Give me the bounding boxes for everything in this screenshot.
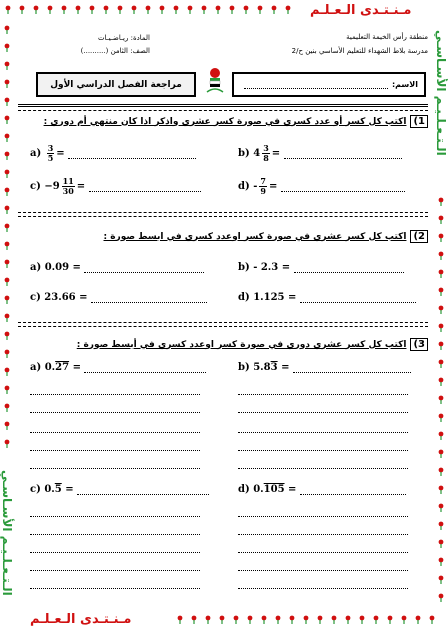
equals-sign: = [56,148,65,159]
flower-border-icon [272,6,277,14]
equals-sign: = [65,484,74,495]
q2-item-d [238,292,416,303]
numerator: 7 [260,176,266,186]
q3-item-a [30,362,206,373]
flower-border-icon [439,234,444,242]
question-text: اكتب كل كسر أو عدد كسري في صورة كسر عشري واذكر اذا كان منتهي أم دوري : [43,116,407,127]
flower-border-icon [290,616,295,624]
equals-sign: = [268,181,278,192]
flower-border-icon [304,616,309,624]
flower-border-icon [439,216,444,224]
q3-item-d [238,484,406,495]
flower-border-icon [104,6,109,14]
divider [18,216,428,217]
question-text: اكتب كل كسر عشري دوري في صورة كسر اوعدد كسري في أبسط صورة : [76,339,407,350]
working-line[interactable] [238,394,408,395]
divider [18,212,428,213]
q3-item-c [30,484,209,495]
flower-border-icon [258,6,263,14]
flower-border-icon [192,616,197,624]
flower-border-icon [402,616,407,624]
working-line[interactable] [30,450,200,451]
flower-border-icon [5,422,10,430]
working-line[interactable] [30,552,200,553]
student-name-field[interactable] [232,72,426,97]
flower-border-icon [160,6,165,14]
working-line[interactable] [238,534,408,535]
flower-border-icon [244,6,249,14]
answer-blank[interactable] [84,263,204,273]
answer-blank[interactable] [284,149,402,159]
flower-border-icon [5,80,10,88]
decimal-base: 0. [44,484,55,495]
q1-item-c [30,177,201,196]
bottom-banner: مـنـتـدى الـعـلـم [30,612,132,627]
working-line[interactable] [238,588,408,589]
item-text: d) 1.125 = [238,292,297,303]
section-value: (..........) [80,47,109,55]
flower-border-icon [5,404,10,412]
flower-border-icon [439,522,444,530]
repeating-digits: 105 [263,484,285,495]
q2-item-a [30,262,204,273]
equals-sign: = [288,484,297,495]
answer-blank[interactable] [300,293,416,303]
flower-border-icon [20,6,25,14]
repeating-digits: 3 [270,362,278,373]
flower-border-icon [439,414,444,422]
answer-blank[interactable] [89,182,201,192]
flower-border-icon [439,378,444,386]
worksheet-title: مراجعة الفصل الدراسي الأول [36,72,196,97]
flower-border-icon [90,6,95,14]
flower-border-icon [234,616,239,624]
working-line[interactable] [30,394,200,395]
flower-border-icon [146,6,151,14]
working-line[interactable] [30,412,200,413]
school-header [292,30,428,58]
question-3-heading [77,338,428,351]
item-label: d) [238,484,250,495]
flower-border-icon [262,616,267,624]
flower-border-icon [286,6,291,14]
flower-border-icon [220,616,225,624]
flower-border-icon [439,504,444,512]
repeating-digits: 5 [54,484,62,495]
side-banner-right: الـتـعـلـيـم الأسـاسـي [434,30,448,156]
working-line[interactable] [30,432,200,433]
whole-number: −9 [44,181,60,192]
flower-border-icon [178,616,183,624]
answer-blank[interactable] [293,363,411,373]
flower-border-icon [62,6,67,14]
flower-border-icon [346,616,351,624]
working-line[interactable] [30,516,200,517]
flower-border-icon [374,616,379,624]
flower-border-icon [5,296,10,304]
item-text: b) - 2.3 = [238,262,291,273]
equals-sign: = [271,148,281,159]
q3-item-b [238,362,411,373]
side-banner-left: الـتـعـلـيـم الأسـاسـي [0,470,14,596]
answer-blank[interactable] [77,485,209,495]
name-label: الاسم: [391,80,418,89]
q2-item-c [30,292,207,303]
item-label: b) [238,362,250,373]
name-blank[interactable] [244,81,388,89]
whole-number: 4 [253,148,261,159]
working-line[interactable] [30,588,200,589]
flower-border-icon [439,468,444,476]
question-1-heading [44,115,428,128]
denominator: 9 [260,186,266,196]
divider [18,104,428,107]
divider [18,326,428,327]
fraction [259,177,267,196]
item-text: a) 0.09 = [30,262,81,273]
flower-border-icon [5,278,10,286]
question-number: 2) [410,230,428,243]
flower-border-icon [318,616,323,624]
flower-border-icon [5,188,10,196]
flower-border-icon [174,6,179,14]
worksheet [18,22,428,612]
q1-item-d [238,177,405,196]
equals-sign: = [76,181,86,192]
divider [18,110,428,111]
flower-border-icon [439,252,444,260]
flower-border-icon [439,342,444,350]
answer-blank[interactable] [294,263,404,273]
flower-border-icon [439,270,444,278]
repeating-digits: 27 [55,362,70,373]
question-number: 1) [410,115,428,128]
subject-header [40,32,150,58]
flower-border-icon [388,616,393,624]
flower-border-icon [118,6,123,14]
flower-border-icon [276,616,281,624]
working-line[interactable] [238,432,408,433]
flower-border-icon [5,224,10,232]
flower-border-icon [5,116,10,124]
flower-border-icon [360,616,365,624]
flower-border-icon [439,450,444,458]
flower-border-icon [5,440,10,448]
grade-value: الثامن [110,47,128,55]
flower-border-icon [188,6,193,14]
flower-border-icon [5,386,10,394]
numerator: 3 [263,143,269,153]
flower-border-icon [5,170,10,178]
working-line[interactable] [238,468,408,469]
working-line[interactable] [238,450,408,451]
flower-border-icon [439,306,444,314]
fraction [262,144,270,163]
numerator: 3 [47,143,54,153]
flower-border-icon [248,616,253,624]
flower-border-icon [439,198,444,206]
flower-border-icon [230,6,235,14]
grade-label: الصف: [130,47,150,55]
decimal-base: 5.8 [253,362,271,373]
question-2-heading [104,230,428,243]
flower-border-icon [439,540,444,548]
flower-border-icon [332,616,337,624]
flower-border-icon [206,616,211,624]
flower-border-icon [5,332,10,340]
fraction [47,144,55,163]
decimal-base: 0. [44,362,56,373]
flower-border-icon [5,44,10,52]
item-label: c) [30,484,41,495]
flower-border-icon [439,288,444,296]
answer-blank[interactable] [91,293,207,303]
item-label: d) [238,181,250,192]
flower-border-icon [439,594,444,602]
item-label: c) [30,181,41,192]
flower-border-icon [439,396,444,404]
answer-blank[interactable] [84,363,206,373]
divider [18,322,428,323]
flower-border-icon [439,486,444,494]
flower-border-icon [416,616,421,624]
flower-border-icon [132,6,137,14]
answer-blank[interactable] [68,149,196,159]
flower-border-icon [439,360,444,368]
flower-border-icon [439,324,444,332]
numerator: 11 [62,176,74,186]
item-text: c) 23.66 = [30,292,88,303]
working-line[interactable] [238,516,408,517]
flower-border-icon [439,576,444,584]
q1-item-a [30,144,196,163]
flower-border-icon [5,242,10,250]
sign: - [253,181,258,192]
flower-border-icon [5,260,10,268]
working-line[interactable] [238,552,408,553]
equals-sign: = [281,362,290,373]
flower-border-icon [5,152,10,160]
item-label: a) [30,148,42,159]
decimal-base: 0. [253,484,264,495]
denominator: 5 [47,153,54,163]
flower-border-icon [5,206,10,214]
top-banner: مـنـتـدى الـعـلـم [310,3,412,18]
working-line[interactable] [30,468,200,469]
working-line[interactable] [238,412,408,413]
subject-label: المادة: [130,34,150,42]
question-text: اكتب كل كسر عشري في صورة كسر اوعدد كسري في ابسط صورة : [103,231,407,242]
flower-border-icon [5,368,10,376]
flower-border-icon [76,6,81,14]
fraction [62,177,75,196]
subject-value: ريـاضـيـات [97,34,129,42]
flower-border-icon [5,62,10,70]
q1-item-b [238,144,402,163]
flower-border-icon [5,350,10,358]
flower-border-icon [5,98,10,106]
flower-border-icon [5,134,10,142]
item-label: b) [238,148,250,159]
flower-border-icon [439,432,444,440]
flower-border-icon [202,6,207,14]
flower-border-icon [5,26,10,34]
flower-border-icon [439,558,444,566]
flower-border-icon [48,6,53,14]
question-number: 3) [410,338,428,351]
denominator: 30 [62,186,74,196]
answer-blank[interactable] [300,485,406,495]
q2-item-b [238,262,404,273]
school-name: مدرسة بلاط الشهداء للتعليم الأساسي بنين ح/2 [291,47,428,55]
flower-border-icon [5,314,10,322]
flower-border-icon [34,6,39,14]
answer-blank[interactable] [281,182,405,192]
region-name: منطقة رأس الخيمة التعليمية [346,33,428,41]
equals-sign: = [72,362,81,373]
emirates-logo-icon [204,66,226,96]
denominator: 8 [263,153,269,163]
working-line[interactable] [238,570,408,571]
item-label: a) [30,362,42,373]
flower-border-icon [216,6,221,14]
working-line[interactable] [30,570,200,571]
working-line[interactable] [30,534,200,535]
